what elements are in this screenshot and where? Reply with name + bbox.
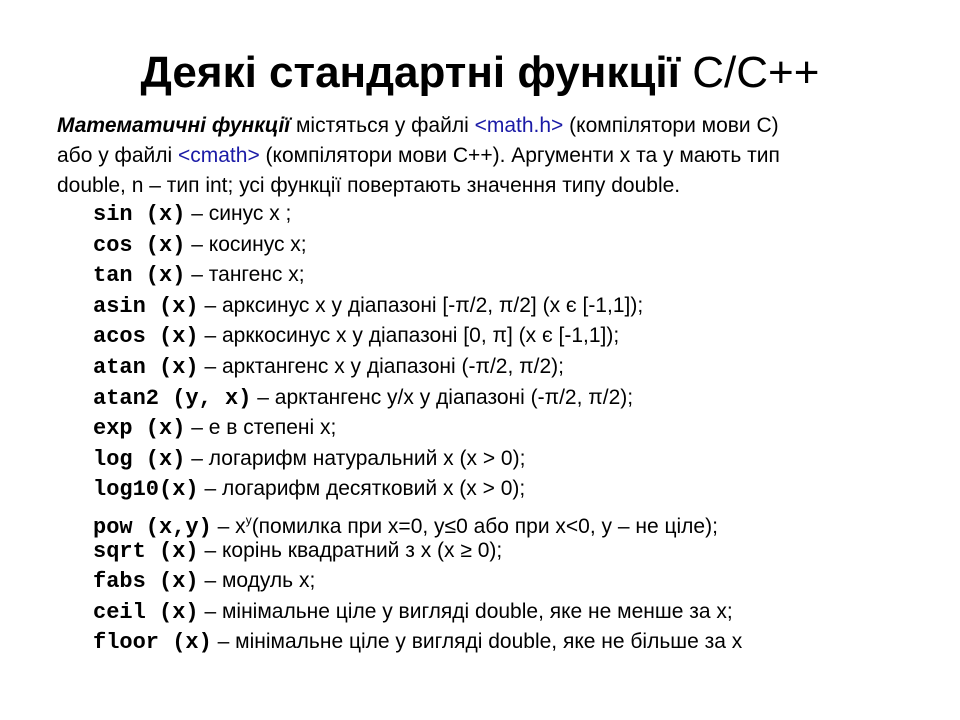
function-signature: exp (x) — [93, 416, 186, 442]
function-signature: log10(x) — [93, 477, 199, 503]
intro-line-2 — [57, 141, 937, 171]
intro-text: (компілятори мови С++). Аргументи x та y мають тип — [259, 144, 780, 167]
function-item — [93, 230, 943, 261]
function-description: – синус x ; — [185, 202, 292, 225]
function-signature: pow (x,y) — [93, 514, 212, 540]
intro-line-1 — [57, 111, 937, 141]
function-signature: tan (x) — [93, 263, 186, 289]
superscript: y — [245, 512, 252, 527]
title-plain: C/C++ — [692, 48, 820, 97]
function-item — [93, 474, 943, 505]
function-signature: atan (x) — [93, 354, 199, 380]
function-item — [93, 627, 943, 658]
function-item — [93, 199, 943, 230]
header-math-h: <math.h> — [474, 114, 564, 137]
function-description: – арксинус x у діапазоні [-π/2, π/2] (x є [-1,1]); — [198, 293, 644, 317]
function-description: – мінімальне ціле у вигляді double, яке не більше за x — [211, 630, 743, 654]
function-description: – косинус x; — [185, 232, 307, 256]
function-description: – арккосинус x у діапазоні [0, π] (x є [-1,1]); — [198, 324, 620, 348]
function-description: – x — [211, 514, 246, 538]
function-description: – логарифм десятковий x (x > 0); — [198, 477, 526, 501]
function-signature: atan2 (y, x) — [93, 385, 252, 411]
intro-line-3: double, n – тип int; усі функції повертають значення типу double. — [57, 174, 681, 197]
function-signature: ceil (x) — [93, 599, 199, 625]
function-signature: cos (x) — [93, 232, 186, 258]
title-bold: Деякі стандартні функції — [140, 48, 681, 97]
function-signature: asin (x) — [93, 293, 199, 319]
function-description: – мінімальне ціле у вигляді double, яке не менше за x; — [198, 599, 733, 623]
function-item — [93, 505, 943, 540]
function-item — [93, 413, 943, 444]
function-item — [93, 536, 943, 567]
function-description: – арктангенс x у діапазоні (-π/2, π/2); — [198, 354, 564, 378]
function-list — [93, 199, 943, 658]
function-item — [93, 566, 943, 597]
function-description: (помилка при x=0, y≤0 або при x<0, y – не ціле); — [251, 514, 718, 538]
function-signature: log (x) — [93, 446, 186, 472]
function-item — [93, 291, 943, 322]
function-signature: floor (x) — [93, 630, 212, 656]
slide-title — [0, 40, 960, 106]
function-item — [93, 383, 943, 414]
intro-text: містяться у файлі — [290, 114, 475, 137]
function-description: – корінь квадратний з x (x ≥ 0); — [198, 538, 503, 562]
function-description: – тангенс x; — [185, 263, 305, 287]
function-item — [93, 321, 943, 352]
function-item — [93, 352, 943, 383]
function-description: – е в степені x; — [185, 416, 337, 440]
intro-emphasis: Математичні функції — [57, 114, 291, 137]
function-signature: sin (x) — [93, 202, 186, 227]
function-item — [93, 260, 943, 291]
function-description: – логарифм натуральний x (x > 0); — [185, 446, 526, 470]
intro-text: або у файлі — [57, 144, 178, 167]
function-signature: sqrt (x) — [93, 538, 199, 564]
function-signature: acos (x) — [93, 324, 199, 350]
intro-paragraph — [57, 111, 937, 201]
function-description: – арктангенс y/x у діапазоні (-π/2, π/2); — [251, 385, 634, 409]
function-signature: fabs (x) — [93, 569, 199, 595]
header-cmath: <cmath> — [178, 144, 260, 167]
intro-text: (компілятори мови С) — [563, 114, 779, 137]
function-description: – модуль x; — [198, 569, 316, 593]
function-item — [93, 597, 943, 628]
function-item — [93, 444, 943, 475]
